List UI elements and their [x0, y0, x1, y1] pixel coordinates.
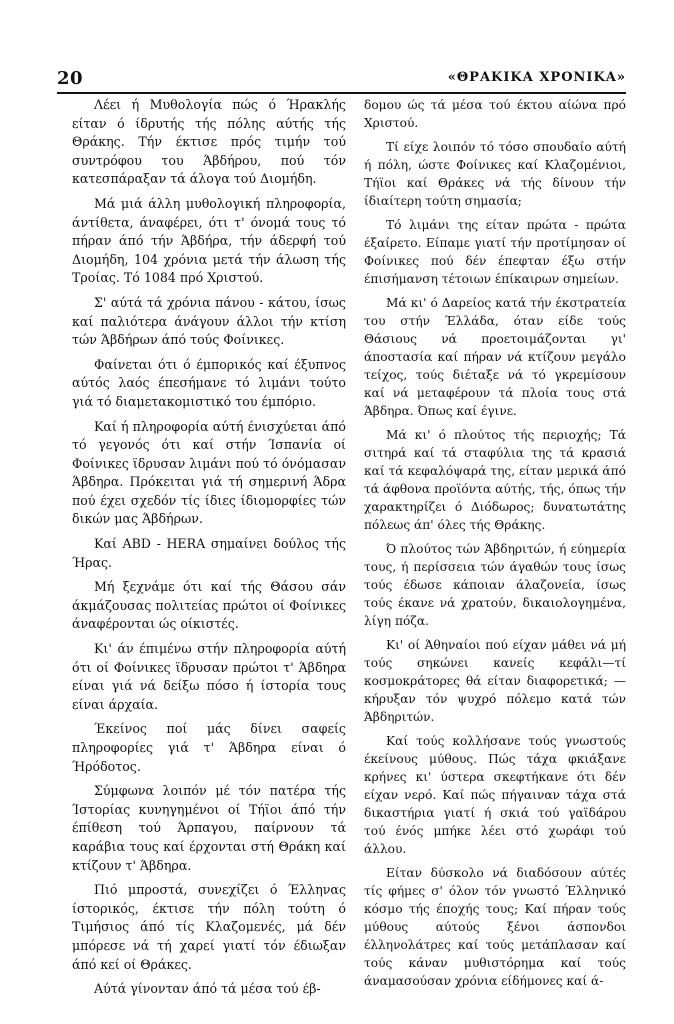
header-rule — [57, 92, 626, 94]
paragraph: Καί ή πληροφορία αύτή ένισχύεται άπό τό γεγονός ότι καί στήν Ίσπανία οί Φοίνικες ϊδρυσαν λιμάνι πού τό όνόμασαν Άβδηρα. Πρόκειται γιά τή σημερινή Άδρα πού έχει σχεδόν τίς ίδιες ίδιομορφίες τών δικών μας Άβδήρων. — [72, 418, 346, 527]
paragraph: Έκείνος ποί μάς δίνει σαφείς πληροφορίες γιά τ' Άβδηρα είναι ό Ήρόδοτος. — [72, 721, 346, 774]
paragraph: Μά μιά άλλη μυθολογική πληροφορία, άντίθετα, άναφέρει, ότι τ' όνομά τους τό πήραν άπό τήν Άβδήρα, τήν άδερφή τού Διομήδη, 104 χρόνια μετά τήν άλωση τής Τροίας. Τό 1084 πρό Χριστού. — [72, 195, 346, 286]
paragraph: Μά κι' ό Δαρείος κατά τήν έκστρατεία του στήν Έλλάδα, όταν είδε τούς Θάσιους νά προετοιμάζονται γι' άποστασία καί πήραν νά κτίζουν μεγάλο τείχος, τούς διέταξε νά τό γκρεμίσουν καί νά μεταφέρουν τά πλοία τους στά Άβδηρα. Όπως καί έγινε. — [364, 296, 626, 418]
right-column — [364, 96, 626, 990]
paragraph: Καί ABD - HERA σημαίνει δούλος τής Ήρας. — [72, 536, 346, 570]
paragraph: Μά κι' ό πλούτος τής περιοχής; Τά σιτηρά καί τά σταφύλια της τά κρασιά καί τά κεφαλόψαρά της, είταν μερικά άπό τά άφθονα προϊόντα αύτής, τής, όπως τήν χαρακτηρίζει ό Διόδωρος; δυνατωτάτης πόλεως άπ' όλες τής Θράκης. — [364, 428, 626, 532]
paragraph: Αύτά γίνονταν άπό τά μέσα τού έβ- — [94, 981, 321, 997]
journal-title: «ΘΡΑΚΙΚΑ ΧΡΟΝΙΚΑ» — [447, 70, 626, 85]
paragraph: Πιό μπροστά, συνεχίζει ό Έλληνας ίστορικός, έκτισε τήν πόλη τούτη ό Τιμήσιος άπό τίς Κλαζομενές, μά δέν μπόρεσε νά τή χαρεί γιατί τόν έδιωξαν άπό κεί οί Θράκες. — [72, 882, 346, 972]
paragraph: Ό πλούτος τών Άβδηριτών, ή εύημερία τους, ή περίσσεια τών άγαθών τους ίσως τούς έδωσε κάποιαν άλαζονεία, ίσως τούς έκανε νά χρατούν, δικαιολογημένα, λίγη πόζα. — [364, 542, 626, 628]
page-header — [57, 68, 626, 90]
paragraph: Τί είχε λοιπόν τό τόσο σπουδαίο αύτή ή πόλη, ώστε Φοίνικες καί Κλαζομένιοι, Τήϊοι καί Θράκες νά τής δίνουν τήν ίδιαίτερη τούτη σημασία; — [364, 140, 626, 208]
paragraph: Λέει ή Μυθολογία πώς ό Ήρακλής είταν ό ίδρυτής τής πόλης αύτής τής Θράκης. Τήν έκτισε πρός τιμήν τού συντρόφου του Άβδήρου, πού τόν κατεσπάραξαν τά άλογα τού Διομήδη. — [72, 97, 346, 187]
paragraph: Σύμφωνα λοιπόν μέ τόν πατέρα τής Ίστορίας κυνηγημένοι οί Τήϊοι άπό τήν έπίθεση τού Άρπαγου, παίρνουν τά καράβια τους καί έρχονται στή Θράκη καί κτίζουν τ' Άβδηρα. — [72, 783, 346, 873]
paragraph: Είταν δύσκολο νά διαδόσουν αύτές τίς φήμες σ' όλον τόν γνωστό Έλληνικό κόσμο τής έποχής τους; Καί πήραν τούς μύθους αύτούς ξένοι άσπονδοι έλληνολάτρες καί τούς μετάπλασαν καί τούς κάναν μυθιστόρημα καί τούς άναμασούσαν χρόνια είδήμονες καί ά- — [364, 866, 626, 988]
paragraph: Καί τούς κολλήσανε τούς γνωστούς έκείνους μύθους. Πώς τάχα φκιάξανε κρήνες κι' ύστερα σκεφτήκανε ότι δέν είχαν νερό. Καί πώς πήγαιναν τάχα στά δικαστήρια γιατί ή σκιά τού γαϊδάρου τού ένός μπήκε λέει στό χωράφι τού άλλου. — [364, 734, 626, 856]
page-number: 20 — [57, 68, 84, 89]
left-column — [72, 96, 346, 999]
paragraph: Τό λιμάνι της είταν πρώτα - πρώτα έξαίρετο. Είπαμε γιατί τήν προτίμησαν οί Φοίνικες πού δέν έπεφταν έξω στήν έπισήμανση τέτοιων έπίκαιρων σημείων. — [364, 218, 626, 286]
paragraph: Μή ξεχνάμε ότι καί τής Θάσου σάν άκμάζουσας πολιτείας πρώτοι οί Φοίνικες άναφέρονται ώς οίκιστές. — [72, 579, 346, 632]
paragraph-continued: δομου ώς τά μέσα τού έκτου αίώνα πρό Χριστού. — [364, 98, 626, 130]
paragraph: Κι' άν έπιμένω στήν πληροφορία αύτή ότι οί Φοίνικες ϊδρυσαν πρώτοι τ' Άβδηρα είναι γιά νά δείξω πόσο ή ίστορία τους είναι άρχαία. — [72, 641, 346, 712]
paragraph: Κι' οί Άθηναίοι πού είχαν μάθει νά μή τούς σηκώνει κανείς κεφάλι—τί κοσμοκράτορες θά είταν διαφορετικά; — κήρυξαν τόν ψυχρό πόλεμο κατά τών Άβδηριτών. — [364, 638, 626, 724]
paragraph: Σ' αύτά τά χρόνια πάνου - κάτου, ίσως καί παλιότερα άνάγουν άλλοι τήν κτίση τών Άβδήρων άπό τούς Φοίνικες. — [72, 294, 346, 348]
paragraph: Φαίνεται ότι ό έμπορικός καί έξυπνος αύτός λαός έπεσήμανε τό λιμάνι τούτο γιά τό διαμετακομιστικό του έμπόριο. — [72, 356, 346, 409]
